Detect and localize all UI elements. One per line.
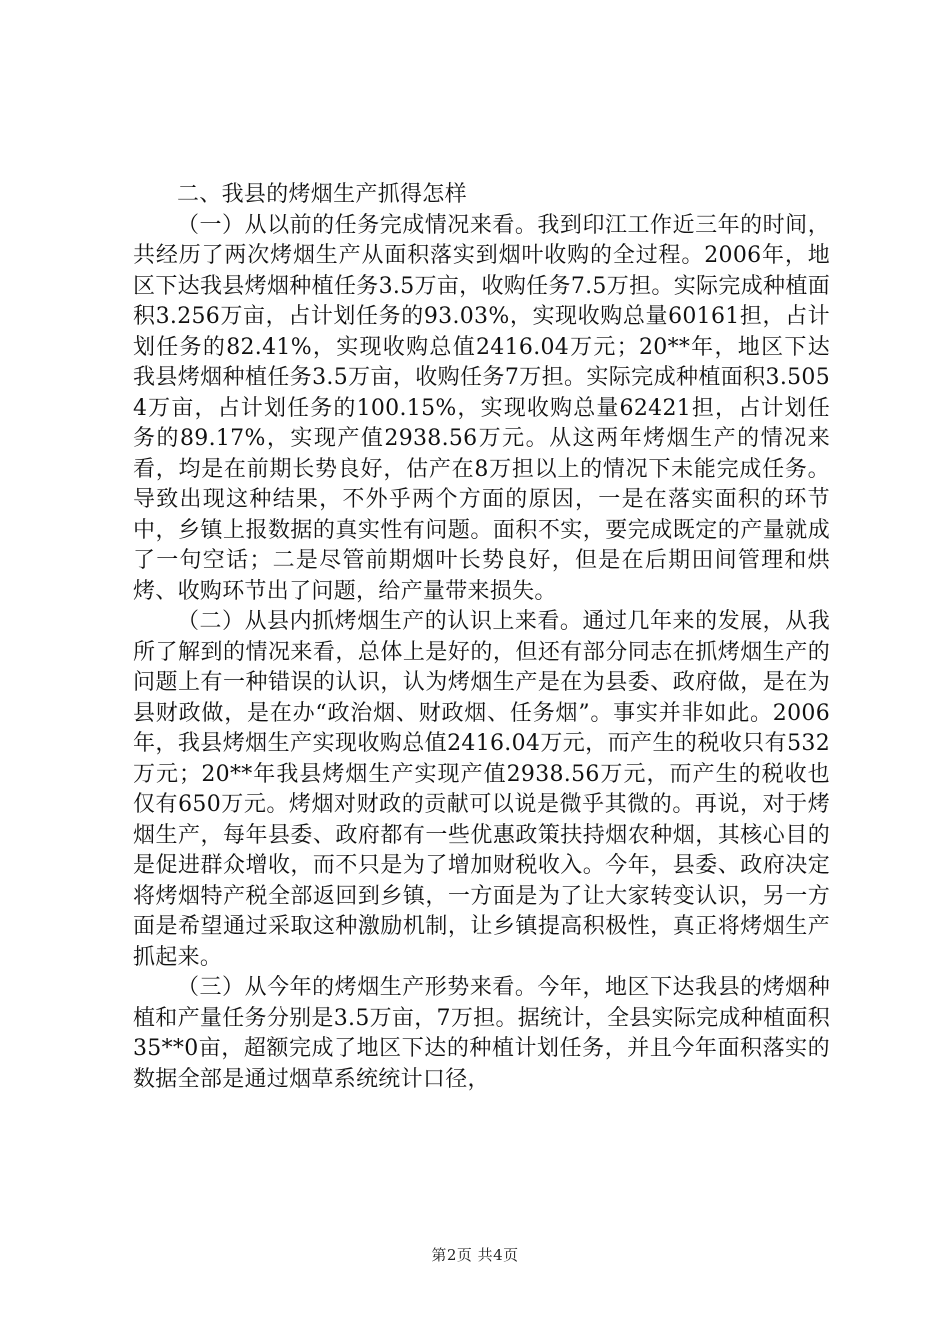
- page-number-footer: 第2页 共4页: [431, 1246, 519, 1264]
- paragraph-current-situation: （三）从今年的烤烟生产形势来看。今年，地区下达我县的烤烟种植和产量任务分别是3.5万亩，7万担。据统计，全县实际完成种植面积35**0亩，超额完成了地区下达的种植计划任务，并且今年面积落实的数据全部是通过烟草系统统计口径，: [133, 975, 830, 1092]
- section-heading: 二、我县的烤烟生产抓得怎样: [177, 182, 467, 207]
- paragraph-county-understanding: （二）从县内抓烤烟生产的认识上来看。通过几年来的发展，从我所了解到的情况来看，总体上是好的，但还有部分同志在抓烤烟生产的问题上有一种错误的认识，认为烤烟生产是在为县委、政府做，是在为县财政做，是在办“政治烟、财政烟、任务烟”。事实并非如此。2006年，我县烤烟生产实现收购总值2416.04万元，而产生的税收只有532万元；20**年我县烤烟生产实现产值2938.56万元，而产生的税收也仅有650万元。烤烟对财政的贡献可以说是微乎其微的。再说，对于烤烟生产，每年县委、政府都有一些优惠政策扶持烟农种烟，其核心目的是促进群众增收，而不只是为了增加财税收入。今年，县委、政府决定将烤烟特产税全部返回到乡镇，一方面是为了让大家转变认识，另一方面是希望通过采取这种激励机制，让乡镇提高积极性，真正将烤烟生产抓起来。: [133, 609, 830, 970]
- document-body: [133, 180, 830, 1095]
- paragraph-task-completion: （一）从以前的任务完成情况来看。我到印江工作近三年的时间，共经历了两次烤烟生产从面积落实到烟叶收购的全过程。2006年，地区下达我县烤烟种植任务3.5万亩，收购任务7.5万担。实际完成种植面积3.256万亩，占计划任务的93.03%，实现收购总量60161担，占计划任务的82.41%，实现收购总值2416.04万元；20**年，地区下达我县烤烟种植任务3.5万亩，收购任务7万担。实际完成种植面积3.5054万亩，占计划任务的100.15%，实现收购总量62421担，占计划任务的89.17%，实现产值2938.56万元。从这两年烤烟生产的情况来看，均是在前期长势良好，估产在8万担以上的情况下未能完成任务。导致出现这种结果，不外乎两个方面的原因，一是在落实面积的环节中，乡镇上报数据的真实性有问题。面积不实，要完成既定的产量就成了一句空话；二是尽管前期烟叶长势良好，但是在后期田间管理和烘烤、收购环节出了问题，给产量带来损失。: [133, 212, 830, 604]
